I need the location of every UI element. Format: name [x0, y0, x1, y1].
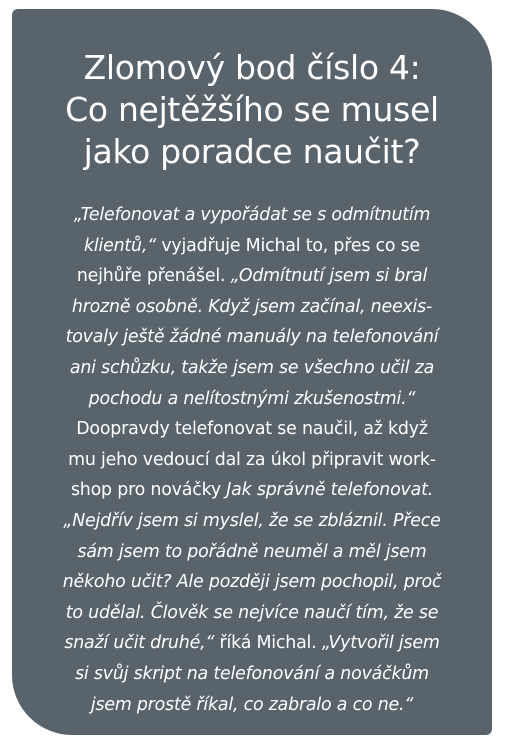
body-line	[34, 690, 470, 721]
body-text-quote: „Odmítnutí jsem si bral	[230, 266, 428, 287]
body-text-quote: ani schůzku, takže jsem se všechno učil za	[69, 357, 435, 378]
body-text-quote: „Vytvořil jsem	[321, 633, 440, 654]
body-line	[34, 384, 470, 415]
body-text-narration: vyjadřuje Michal to, přes co se	[156, 235, 421, 256]
body-text-quote: „Telefonovat a vypořádat se s odmítnutím	[73, 205, 431, 225]
body-text-quote: sám jsem to pořádně neuměl a měl jsem	[77, 541, 427, 562]
body-line	[34, 292, 470, 323]
body-line	[34, 598, 470, 629]
body-line	[34, 506, 470, 537]
body-line	[34, 659, 470, 690]
body-text-quote: „Nejdřív jsem si myslel, že se zbláznil. Přece	[63, 510, 441, 531]
card-heading	[34, 47, 470, 173]
body-text-quote: jsem prostě říkal, co zabralo a co ne.“	[90, 694, 414, 715]
body-text-quote: Jak správně telefonovat.	[226, 480, 434, 501]
body-text-narration: Doopravdy telefonovat se naučil, až když	[76, 419, 428, 440]
quote-card	[12, 9, 492, 735]
body-line	[34, 475, 470, 506]
body-text-quote: klientů,“	[83, 235, 157, 256]
body-line	[34, 445, 470, 476]
body-text-quote: někoho učit? Ale později jsem pochopil, proč	[62, 572, 442, 593]
body-text-quote: snaží učit druhé,“	[64, 633, 215, 654]
body-text-narration: shop pro nováčky	[70, 480, 227, 501]
body-text-quote: hrozně osobně. Když jsem začínal, neexis-	[71, 296, 433, 317]
body-text-quote: tovaly ještě žádné manuály na telefonování	[65, 327, 439, 348]
body-line	[34, 628, 470, 659]
body-line	[34, 537, 470, 568]
body-line	[34, 231, 470, 262]
body-line	[34, 200, 470, 231]
body-line	[34, 567, 470, 598]
body-text-quote: to udělal. Člověk se nejvíce naučí tím, že se	[65, 602, 439, 623]
body-text-quote: pochodu a nelítostnými zkušenostmi.“	[88, 388, 416, 409]
heading-line: Zlomový bod číslo 4:	[83, 48, 421, 87]
body-text-quote: si svůj skript na telefonování a nováčkům	[75, 663, 429, 684]
body-text-narration: nejhůře přenášel.	[76, 266, 231, 287]
body-line	[34, 414, 470, 445]
body-line	[34, 261, 470, 292]
body-text-narration: mu jeho vedoucí dal za úkol připravit work-	[68, 449, 436, 470]
body-line	[34, 322, 470, 353]
heading-line: Co nejtěžšího se musel	[65, 90, 439, 129]
body-text-narration: říká Michal.	[214, 633, 322, 654]
body-line	[34, 353, 470, 384]
heading-line: jako poradce naučit?	[83, 132, 421, 171]
card-body-text	[34, 200, 470, 720]
